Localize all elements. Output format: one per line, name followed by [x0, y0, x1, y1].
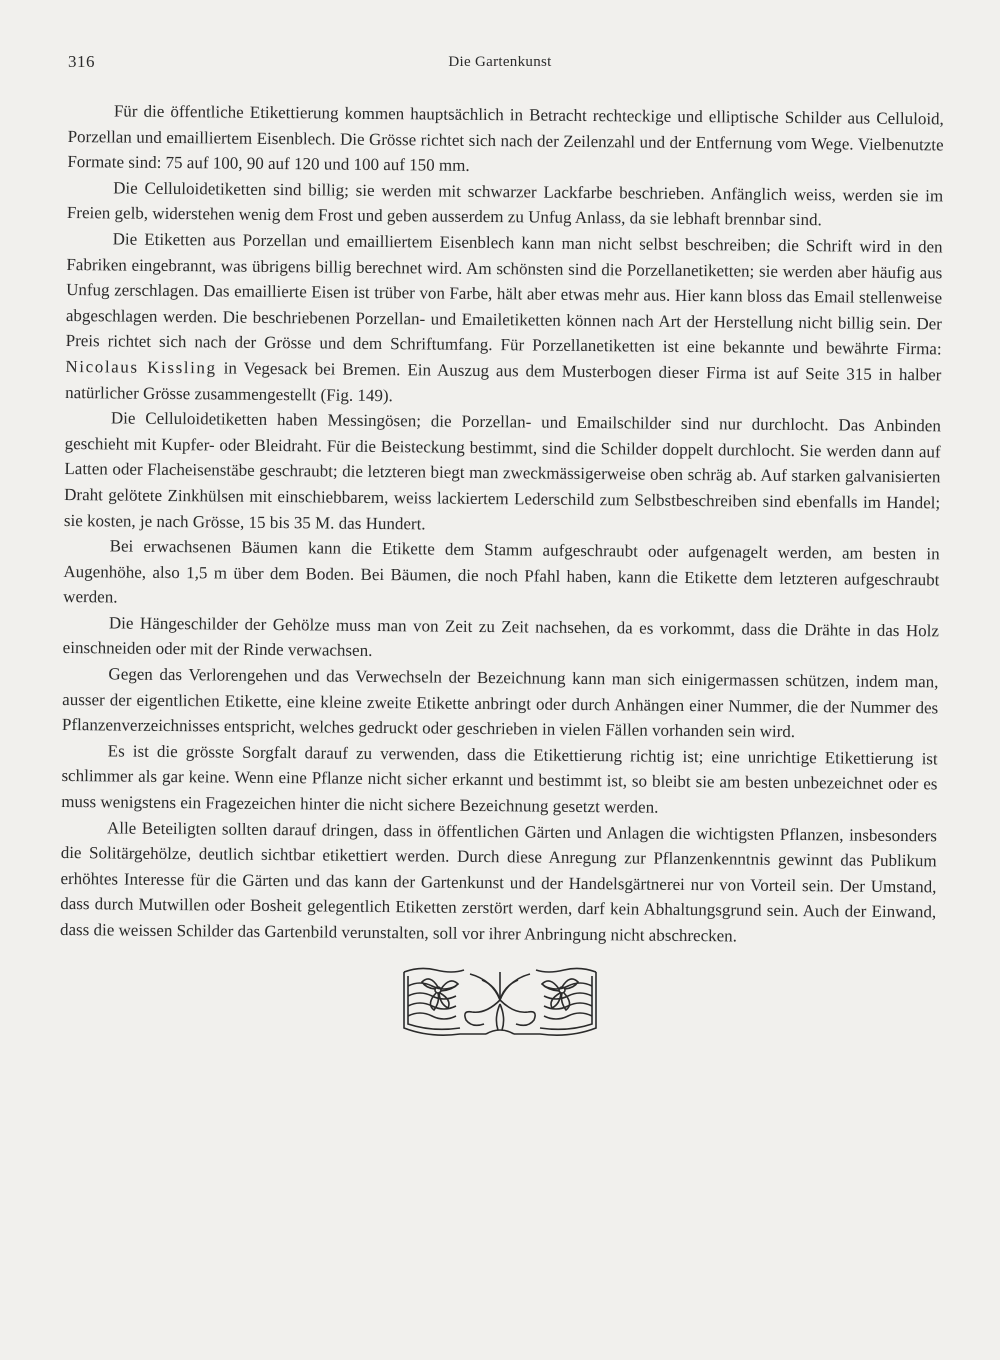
running-head: Die Gartenkunst: [448, 54, 552, 70]
paragraph-celluloid: Die Celluloidetiketten sind billig; sie werden mit schwarzer Lackfarbe beschrieben. Anfänglich weiss, werden sie im Freien gelb, widerstehen wenig dem Frost und geben ausserdem zu Unfug Anlass, da sie lebhaft brennbar sind.: [66, 178, 944, 230]
paragraph-hanging-labels: Die Hängeschilder der Gehölze muss man von Zeit zu Zeit nachsehen, da es vorkommt, dass die Drähte in das Holz einschneiden oder mit der Rinde verwachsen.: [62, 613, 940, 661]
paragraph-porcelain: [65, 226, 943, 414]
art-nouveau-floral-vignette-icon: [400, 964, 600, 1040]
paragraph-accuracy: Es ist die grösste Sorgfalt darauf zu verwenden, dass die Etikettierung richtig ist; eine unrichtige Etikettierung ist schlimmer als gar keine. Wenn eine Pflanze nicht sicher erkannt und bestimmt ist, so bleibt sie am besten unbezeichnet oder es muss wenigstens ein Fragezeichen hinter die nicht sichere Bezeichnung gesetzt werden.: [61, 741, 938, 817]
paragraph-porcelain-text-a: Die Etiketten aus Porzellan und emailliertem Eisenblech kann man nicht selbst beschreiben; die Schrift wird in den Fabriken eingebrannt, was übrigens billig berechnet wird. Am schönsten sind die Porzellanetiketten; sie werden aber häufig aus Unfug zerschlagen. Das emaillierte Eisen ist trüber von Farbe, hält aber etwas mehr aus. Hier kann bloss das Email stellenweise abgeschlagen werden. Die beschriebenen Porzellan- und Emailetiketten können nach Art der Herstellung nicht billig sein. Der Preis richtet sich nach der Grösse und dem Schriftumfang. Für Porzellanetiketten ist eine bekannte und bewährte Firma:: [65, 229, 943, 359]
company-name: Nicolaus Kissling: [65, 356, 217, 378]
paragraph-appeal: Alle Beteiligten sollten darauf dringen, dass in öffentlichen Gärten und Anlagen die wichtigsten Pflanzen, insbesonders die Solitärgehölze, deutlich sichtbar etikettiert werden. Durch diese Anregung zur Pflanzenkenntnis gewinnt das Publikum erhöhtes Interesse für die Gärten und das kann der Gartenkunst und der Handelsgärtnerei nur von Vorteil sein. Der Umstand, dass durch Mutwillen oder Bosheit gelegentlich Etiketten zerstört werden, darf kein Abhaltungsgrund sein. Auch der Einwand, dass die weissen Schilder das Gartenbild verunstalten, soll vor ihrer Anbringung nicht abschrecken.: [59, 818, 938, 946]
page-number: 316: [68, 52, 95, 71]
paragraph-formats: Für die öffentliche Etikettierung kommen hauptsächlich in Betracht rechteckige und elliptische Schilder aus Celluloid, Porzellan und emailliertem Eisenblech. Die Grösse richtet sich nach der Zeilenzahl und der Entfernung vom Wege. Vielbenutzte Formate sind: 75 auf 100, 90 auf 120 und 100 auf 150 mm.: [67, 101, 944, 176]
article-body: [60, 98, 944, 951]
paragraph-trees: Bei erwachsenen Bäumen kann die Etikette dem Stamm aufgeschraubt oder aufgenagelt werden, am besten in Augenhöhe, also 1,5 m über dem Boden. Bei Bäumen, die noch Pfahl haben, kann die Etikette dem letzteren aufgeschraubt werden.: [63, 536, 940, 607]
paragraph-porcelain-text-b: in Vegesack bei Bremen. Ein Auszug aus dem Musterbogen dieser Firma ist auf Seite 315 in halber natürlicher Grösse zusammengestellt (Fig. 149).: [65, 358, 942, 405]
paragraph-numbering: Gegen das Verlorengehen und das Verwechseln der Bezeichnung kann man sich einigermassen schützen, indem man, ausser der eigentlichen Etikette, eine kleine zweite Etikette anbringt oder durch Anhängen einer Nummer, die der Nummer des Pflanzenverzeichnisses entspricht, welches gedruckt oder geschrieben in vielen Fällen vorhanden sein wird.: [61, 664, 939, 742]
paragraph-mounting: Die Celluloidetiketten haben Messingösen; die Porzellan- und Emailschilder sind nur durchlocht. Das Anbinden geschieht mit Kupfer- oder Bleidraht. Für die Beisteckung bestimmt, sind die Schilder doppelt durchlocht. Sie werden dann auf Latten oder Flacheisenstäbe geschraubt; die letzteren biegt man zweckmässigerweise oben schräg ab. Auf starken galvanisierten Draht gelötete Zinkhülsen mit einschiebbarem, weiss lackiertem Lederschild zum Selbstbeschreiben sind ebenfalls im Handel; sie kosten, je nach Grösse, 15 bis 35 M. das Hundert.: [63, 408, 941, 533]
